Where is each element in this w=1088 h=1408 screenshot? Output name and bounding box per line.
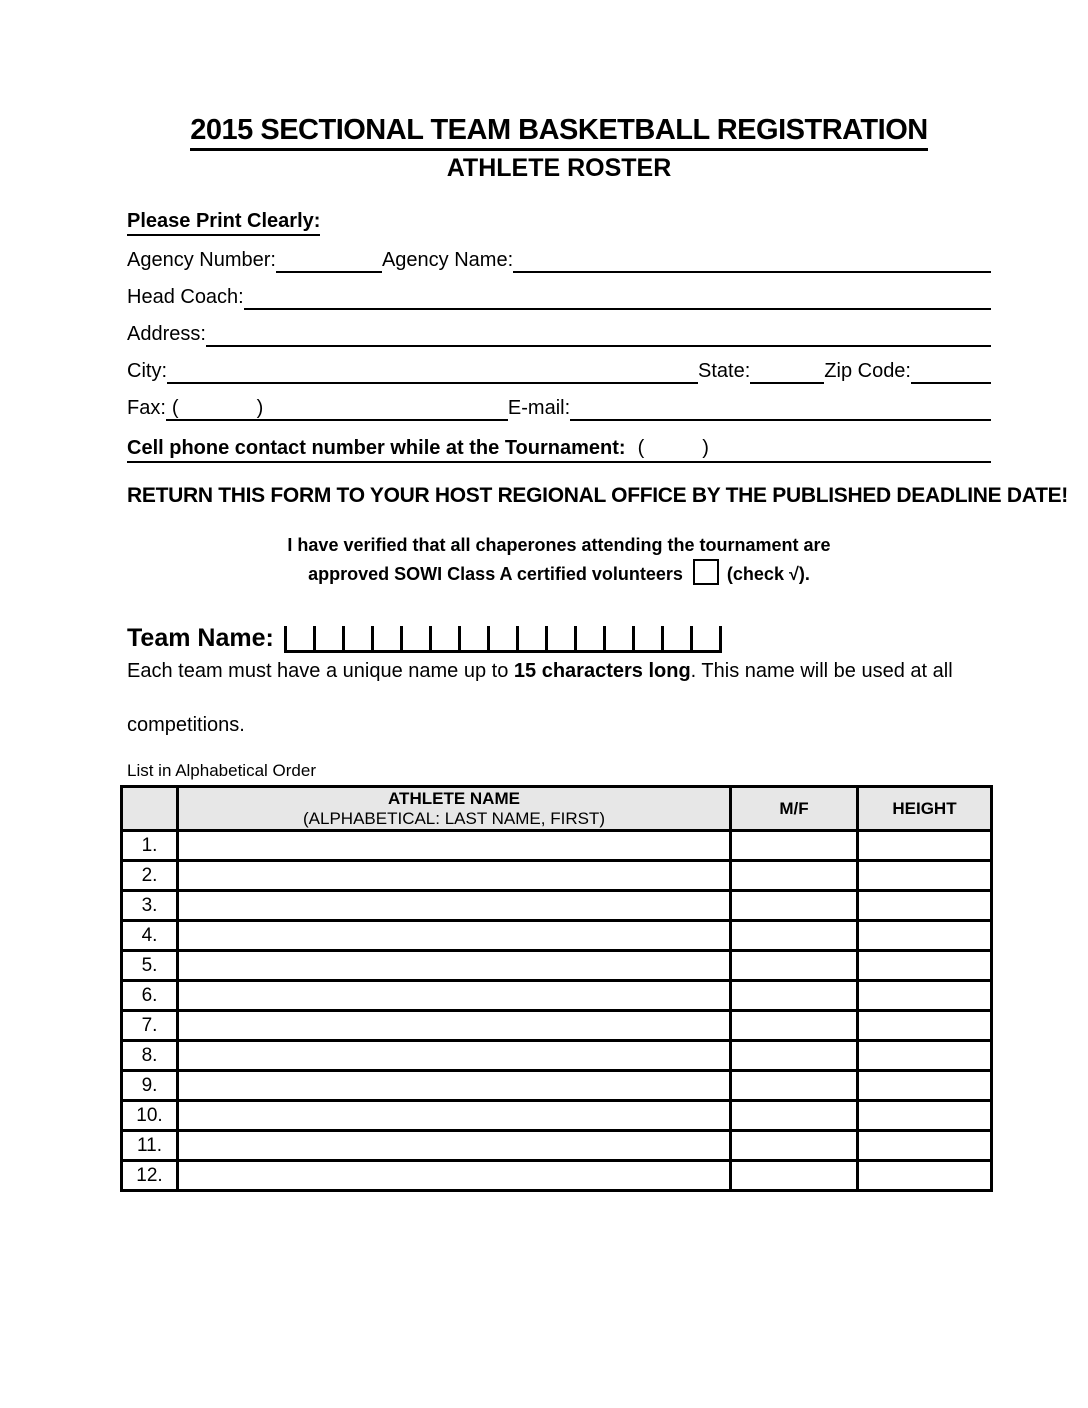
table-row xyxy=(122,1071,992,1101)
height-cell[interactable] xyxy=(858,1041,992,1071)
verification-check-hint: (check √). xyxy=(726,564,810,584)
row-number: 12. xyxy=(122,1161,178,1191)
fax-paren-open: ( xyxy=(171,397,179,419)
row-number: 9. xyxy=(122,1071,178,1101)
roster-table-header xyxy=(122,787,992,831)
athlete-name-header xyxy=(178,787,731,831)
height-cell[interactable] xyxy=(858,1071,992,1101)
row-number-header xyxy=(122,787,178,831)
team-name-line xyxy=(127,619,991,653)
fax-email-line xyxy=(127,395,991,421)
email-input[interactable] xyxy=(570,395,991,421)
mf-cell[interactable] xyxy=(731,1011,858,1041)
state-input[interactable] xyxy=(750,358,824,384)
fax-paren-close: ) xyxy=(256,397,264,419)
agency-number-input[interactable] xyxy=(276,247,382,273)
row-number: 7. xyxy=(122,1011,178,1041)
row-number: 2. xyxy=(122,861,178,891)
row-number: 3. xyxy=(122,891,178,921)
return-form-notice: RETURN THIS FORM TO YOUR HOST REGIONAL OFFICE BY THE PUBLISHED DEADLINE DATE! xyxy=(127,484,1069,507)
height-cell[interactable] xyxy=(858,831,992,861)
athlete-name-cell[interactable] xyxy=(178,1071,731,1101)
row-number: 10. xyxy=(122,1101,178,1131)
athlete-name-cell[interactable] xyxy=(178,861,731,891)
team-name-box[interactable] xyxy=(574,626,603,653)
head-coach-label: Head Coach: xyxy=(127,286,244,308)
cell-phone-label: Cell phone contact number while at the Tournament: xyxy=(127,437,626,459)
head-coach-input[interactable] xyxy=(244,284,991,310)
row-number: 5. xyxy=(122,951,178,981)
team-desc-bold: 15 characters long xyxy=(513,660,691,682)
row-number: 8. xyxy=(122,1041,178,1071)
athlete-roster-rows xyxy=(122,831,992,1191)
row-number: 4. xyxy=(122,921,178,951)
team-name-box[interactable] xyxy=(545,626,574,653)
mf-cell[interactable] xyxy=(731,981,858,1011)
table-row xyxy=(122,1161,992,1191)
mf-cell[interactable] xyxy=(731,1101,858,1131)
address-label: Address: xyxy=(127,323,206,345)
header xyxy=(127,114,991,151)
mf-cell[interactable] xyxy=(731,831,858,861)
address-line xyxy=(127,321,991,347)
team-name-box[interactable] xyxy=(603,626,632,653)
table-row xyxy=(122,1011,992,1041)
list-order-label: List in Alphabetical Order xyxy=(127,761,316,780)
verification-line1: I have verified that all chaperones attending the tournament are xyxy=(287,535,831,555)
athlete-name-cell[interactable] xyxy=(178,891,731,921)
row-number: 1. xyxy=(122,831,178,861)
team-name-box[interactable] xyxy=(400,626,429,653)
mf-header: M/F xyxy=(731,787,858,831)
cell-paren-open: ( xyxy=(637,437,645,459)
verification-line2-text: approved SOWI Class A certified volunteers xyxy=(308,564,683,584)
row-number: 11. xyxy=(122,1131,178,1161)
team-name-box[interactable] xyxy=(632,626,661,653)
head-coach-line xyxy=(127,284,991,310)
height-cell[interactable] xyxy=(858,1101,992,1131)
athlete-name-cell[interactable] xyxy=(178,1161,731,1191)
team-desc-line2: competitions. xyxy=(127,714,245,736)
athlete-name-cell[interactable] xyxy=(178,1131,731,1161)
team-name-box[interactable] xyxy=(371,626,400,653)
print-clearly-label: Please Print Clearly: xyxy=(127,210,320,236)
zip-code-input[interactable] xyxy=(911,358,991,384)
mf-cell[interactable] xyxy=(731,951,858,981)
table-row xyxy=(122,921,992,951)
athlete-name-header-line2: (ALPHABETICAL: LAST NAME, FIRST) xyxy=(303,808,605,828)
table-row xyxy=(122,861,992,891)
fax-input[interactable] xyxy=(166,395,508,421)
city-label: City: xyxy=(127,360,167,382)
team-name-box[interactable] xyxy=(661,626,690,653)
table-row xyxy=(122,981,992,1011)
athlete-name-cell[interactable] xyxy=(178,1101,731,1131)
address-input[interactable] xyxy=(206,321,991,347)
team-name-box[interactable] xyxy=(458,626,487,653)
team-name-box[interactable] xyxy=(284,626,313,653)
mf-cell[interactable] xyxy=(731,1071,858,1101)
team-name-description xyxy=(127,660,991,683)
mf-cell[interactable] xyxy=(731,861,858,891)
team-name-box[interactable] xyxy=(342,626,371,653)
mf-cell[interactable] xyxy=(731,1161,858,1191)
team-desc-after: . This name will be used at all xyxy=(690,660,953,682)
table-row xyxy=(122,1041,992,1071)
row-number: 6. xyxy=(122,981,178,1011)
height-cell[interactable] xyxy=(858,951,992,981)
zip-code-label: Zip Code: xyxy=(824,360,911,382)
height-cell[interactable] xyxy=(858,921,992,951)
athlete-name-cell[interactable] xyxy=(178,981,731,1011)
athlete-name-cell[interactable] xyxy=(178,921,731,951)
athlete-name-cell[interactable] xyxy=(178,951,731,981)
table-row xyxy=(122,1101,992,1131)
table-row xyxy=(122,891,992,921)
team-desc-before: Each team must have a unique name up to xyxy=(127,660,514,682)
mf-cell[interactable] xyxy=(731,1041,858,1071)
city-state-zip-line xyxy=(127,358,991,384)
cell-paren-close: ) xyxy=(702,437,709,459)
mf-cell[interactable] xyxy=(731,921,858,951)
height-cell[interactable] xyxy=(858,1011,992,1041)
team-name-label: Team Name: xyxy=(127,624,274,652)
team-name-box[interactable] xyxy=(516,626,545,653)
page-title: 2015 SECTIONAL TEAM BASKETBALL REGISTRATION xyxy=(190,114,927,151)
team-name-box[interactable] xyxy=(487,626,516,653)
athlete-name-header-line1: ATHLETE NAME xyxy=(388,788,520,808)
team-name-box[interactable] xyxy=(313,626,342,653)
height-header: HEIGHT xyxy=(858,787,992,831)
mf-cell[interactable] xyxy=(731,891,858,921)
chaperone-verification xyxy=(127,531,991,588)
athlete-name-cell[interactable] xyxy=(178,1041,731,1071)
athlete-roster-table xyxy=(120,785,993,1192)
state-label: State: xyxy=(698,360,751,382)
height-cell[interactable] xyxy=(858,861,992,891)
cell-phone-line[interactable] xyxy=(127,433,991,463)
page-subtitle: ATHLETE ROSTER xyxy=(446,154,672,182)
agency-line xyxy=(127,247,991,273)
table-row xyxy=(122,951,992,981)
chaperone-checkbox[interactable] xyxy=(693,559,719,585)
agency-name-label: Agency Name: xyxy=(381,249,514,271)
verification-line2 xyxy=(127,559,991,588)
team-name-box[interactable] xyxy=(690,626,722,653)
height-cell[interactable] xyxy=(858,1161,992,1191)
table-row xyxy=(122,1131,992,1161)
city-input[interactable] xyxy=(167,358,698,384)
athlete-name-cell[interactable] xyxy=(178,1011,731,1041)
agency-name-input[interactable] xyxy=(513,247,991,273)
fax-label: Fax: xyxy=(127,397,166,419)
athlete-name-cell[interactable] xyxy=(178,831,731,861)
mf-cell[interactable] xyxy=(731,1131,858,1161)
height-cell[interactable] xyxy=(858,981,992,1011)
team-name-box[interactable] xyxy=(429,626,458,653)
table-row xyxy=(122,831,992,861)
email-label: E-mail: xyxy=(507,397,571,419)
agency-number-label: Agency Number: xyxy=(127,249,276,271)
team-name-boxes[interactable] xyxy=(284,623,722,653)
height-cell[interactable] xyxy=(858,1131,992,1161)
height-cell[interactable] xyxy=(858,891,992,921)
